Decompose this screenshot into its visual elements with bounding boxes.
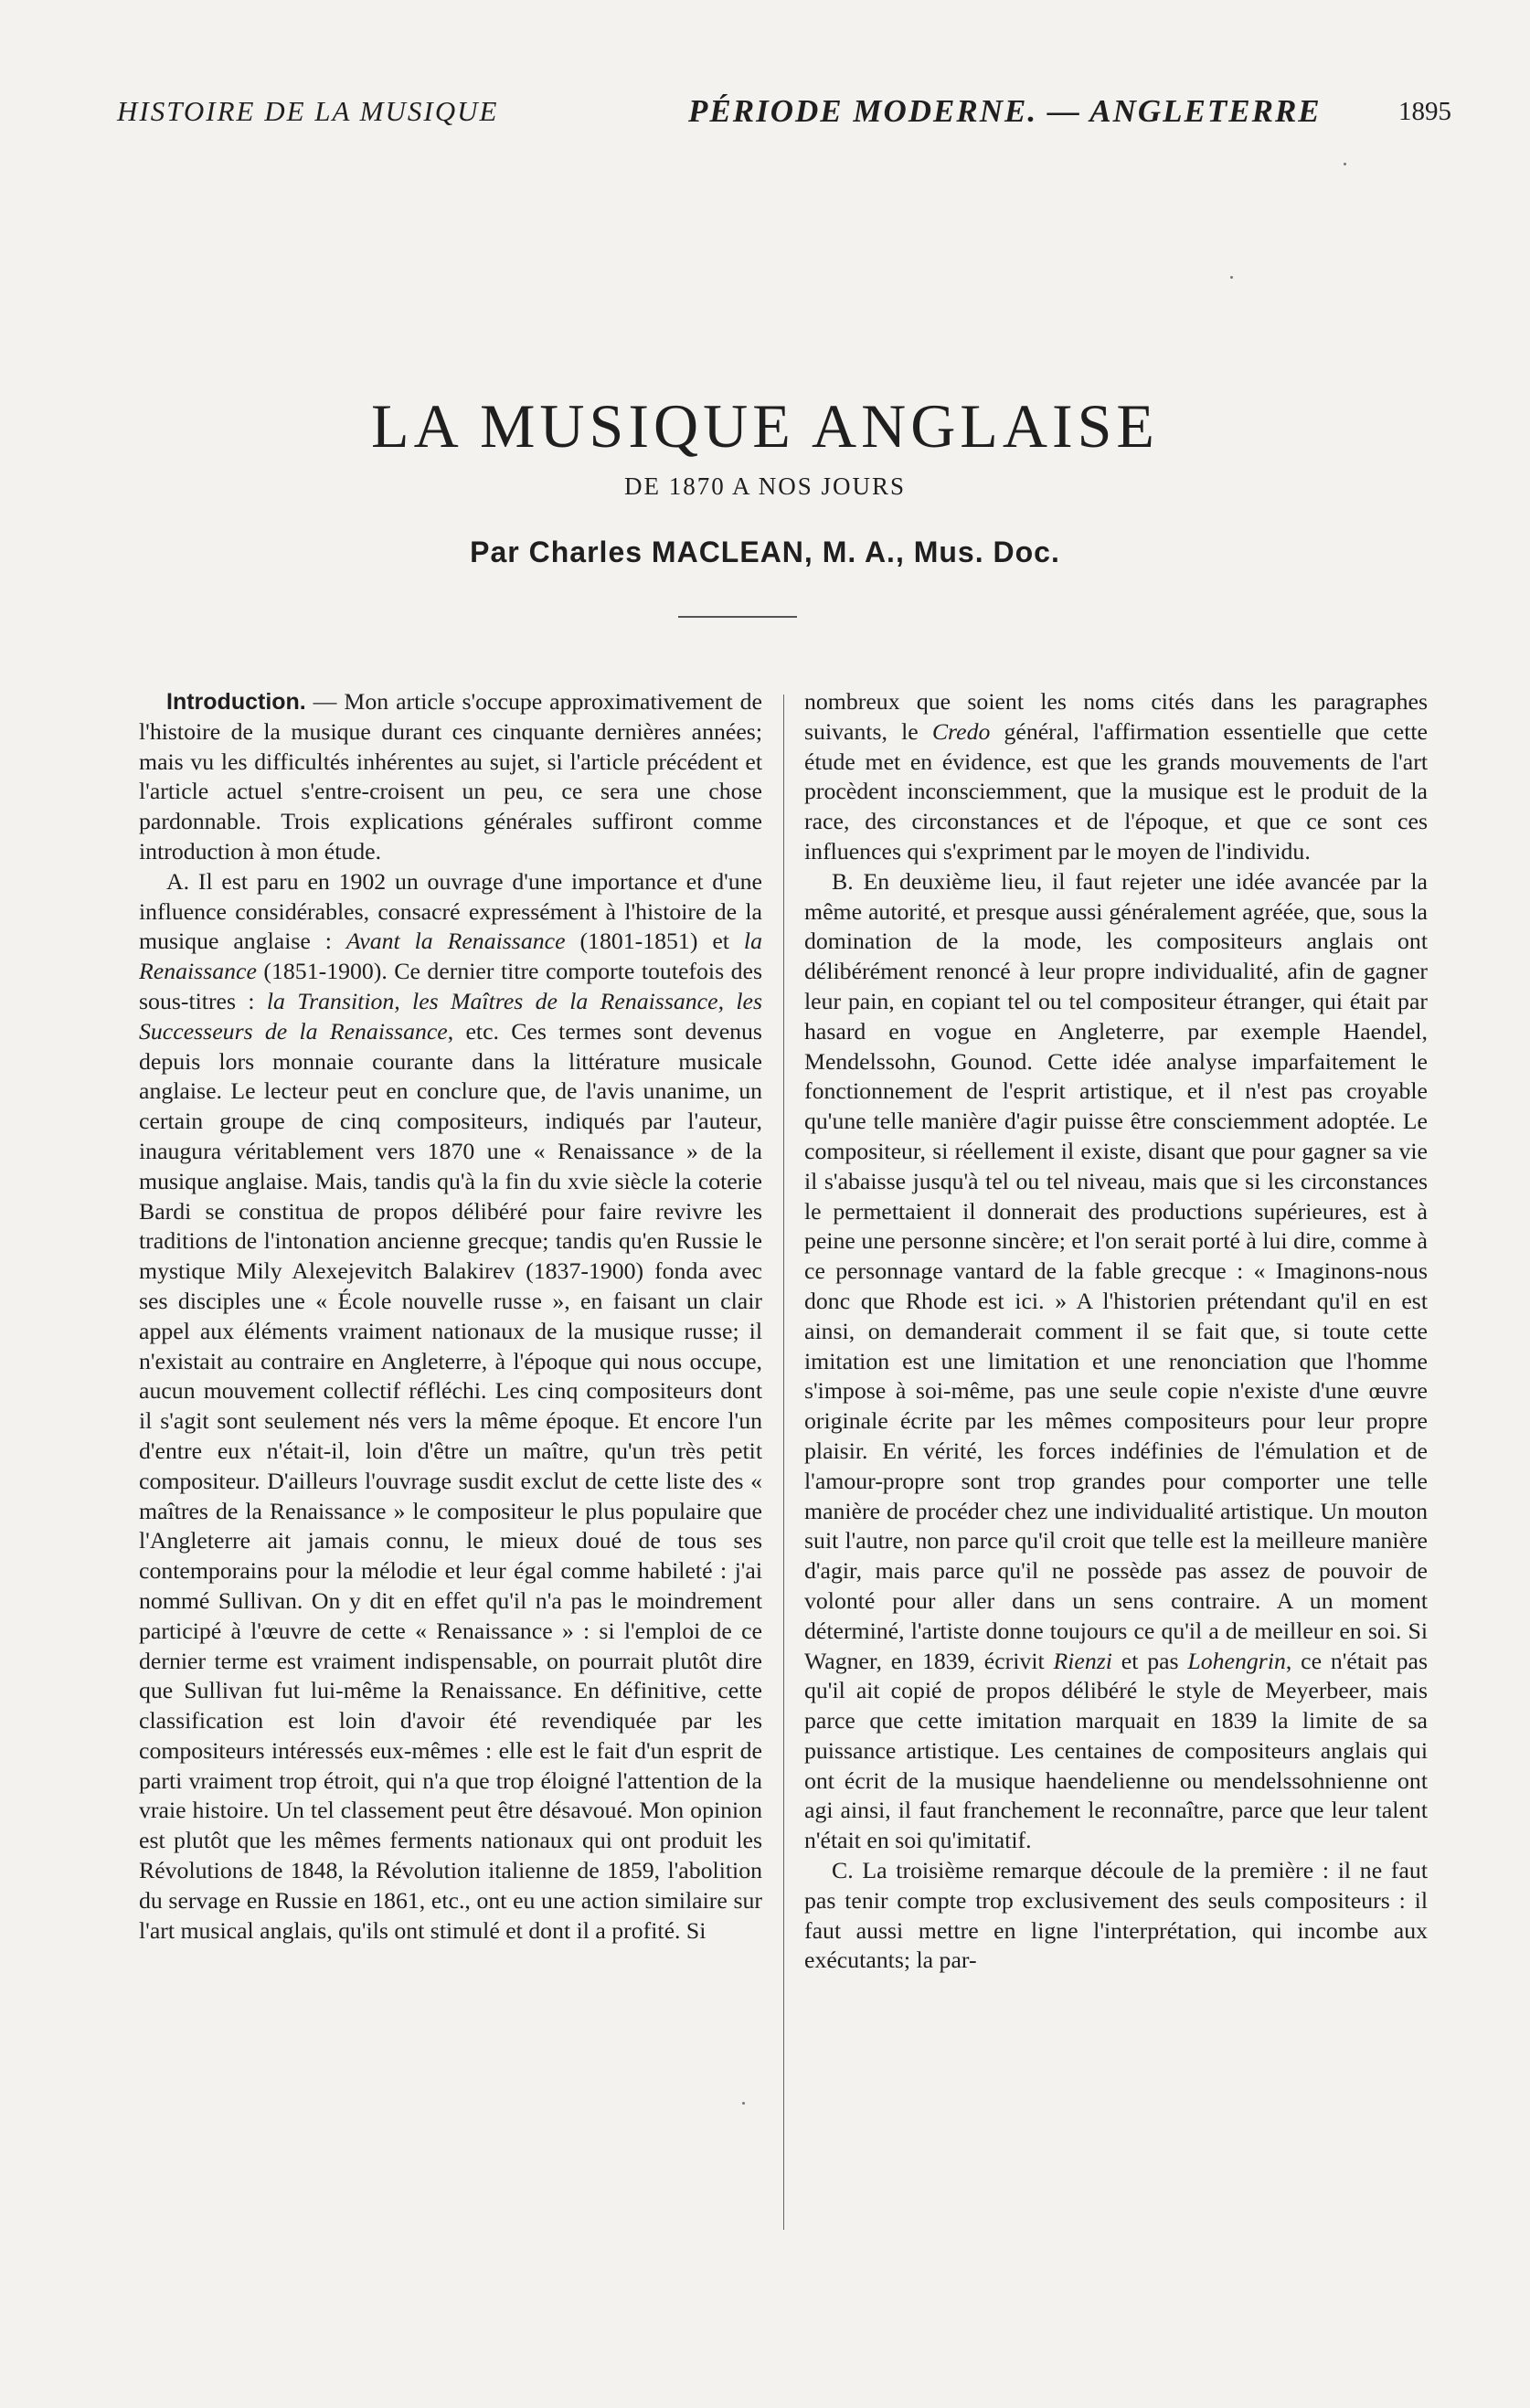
para-b-text: B. En deuxième lieu, il faut rejeter une idée avancée par la même autorité, et presque aussi généralement agréée, que, sous la domination de la mode, les compositeurs anglais ont délibérément renoncé à leur propre individualité, afin de gagner leur pain, en copiant tel ou tel compositeur étranger, qui était par hasard en vogue en Angleterre, par exemple Haendel, Mendelssohn, Gounod. Cette idée analyse imparfaitement le fonctionnement de l'esprit artistique, et il n'est pas croyable qu'une telle manière d'agir puisse être consciemment adoptée. Le compositeur, si réellement il existe, disant que pour gagner sa vie il s'abaisse jusqu'à tel ou tel niveau, mais que si les circonstances le permettaient il donnerait des productions supérieures, est à peine une personne sincère; et l'on serait porté à lui dire, comme à ce personnage vantard de la fable grecque : « Imaginons-nous donc que Rhode est ici. » A l'historien prétendant qu'il en est ainsi, on demanderait comment il se fait que, si toute cette imitation est une limitation et une renonciation que l'homme s'impose à soi-même, pas une seule copie n'existe d'une œuvre originale écrite par les mêmes compositeurs pour leur propre plaisir. En vérité, les forces indéfinies de l'émulation et de l'amour-propre sont trop grandes pour comporter une telle manière de procéder chez une individualité artistique. Un mouton suit l'autre, non parce qu'il croit que telle est la meilleure manière d'agir, mais parce qu'il ne possède pas assez de pouvoir de volonté pour aller dans un sens contraire. A un moment déterminé, l'artiste donne toujours ce qu'il a de meilleur en soi. Si Wagner, en 1839, écrivit bbox=[804, 867, 1428, 1674]
text-column-right bbox=[804, 687, 1428, 2241]
para-text: général, l'affirmation essentielle que cette étude met en évidence, est que les grands mouvements de l'art procèdent inconsciemment, que la musique est le produit de la race, des circonstances et de l'époque, et que ce sont ces influences qui s'expriment par le moyen de l'individu. bbox=[804, 717, 1428, 865]
paragraph-continued bbox=[804, 687, 1428, 867]
book-title-2: la Renaissance bbox=[139, 928, 762, 985]
header-section-title: PÉRIODE MODERNE. — ANGLETERRE bbox=[688, 93, 1322, 129]
article-author: Par Charles MACLEAN, M. A., Mus. Doc. bbox=[470, 536, 1060, 568]
article-title: LA MUSIQUE ANGLAISE bbox=[371, 391, 1159, 461]
para-b-text: et pas bbox=[1111, 1647, 1188, 1674]
para-a-text: , etc. Ces termes sont devenus depuis lors monnaie courante dans la littérature musicale anglaise. Le lecteur peut en conclure que, de l'avis unanime, un certain groupe de cinq compositeurs, indiqués par l'auteur, inaugura véritablement vers 1870 une « Renaissance » de la musique anglaise. Mais, tandis qu'à la fin du xvie siècle la coterie Bardi se constitua de propos délibéré pour faire revivre les traditions de l'intonation ancienne grecque; tandis qu'en Russie le mystique Mily Alexejevitch Balakirev (1837-1900) fonda avec ses disciples une « École nouvelle russe », en faisant un clair appel aux éléments vraiment nationaux de la musique russe; il n'existait au contraire en Angleterre, à l'époque qui nous occupe, aucun mouvement collectif réfléchi. Les cinq compositeurs dont il s'agit sont seulement nés vers la même époque. Et encore l'un d'entre eux n'était-il, loin d'être un maître, qu'un très petit compositeur. D'ailleurs l'ouvrage susdit exclut de cette liste des « maîtres de la Renaissance » le compositeur le plus populaire que l'Angleterre ait jamais connu, le mieux doué de tous ses contemporains pour la mélodie et leur égal comme habileté : j'ai nommé Sullivan. On y dit en effet qu'il n'a pas le moindrement participé à l'œuvre de cette « Renaissance » : si l'emploi de ce dernier terme est vraiment indispensable, on pourrait plutôt dire que Sullivan fut lui-même la Renaissance. En définitive, cette classification est loin d'avoir été revendiquée par les compositeurs intéressés eux-mêmes : elle est le fait d'un esprit de parti vraiment trop étroit, qui n'a que trop éloigné l'attention de la vraie histoire. Un tel classement peut être désavoué. Mon opinion est plutôt que les mêmes ferments nationaux qui ont produit les Révolutions de 1848, la Révolution italienne de 1859, l'abolition du servage en Russie en 1861, etc., ont eu une action similaire sur l'art musical anglais, qu'ils ont stimulé et dont il a profité. Si bbox=[139, 1017, 762, 1944]
para-c-text: C. La troisième remarque découle de la première : il ne faut pas tenir compte trop exclusivement des seuls compositeurs : il faut aussi mettre en ligne l'interprétation, qui incombe aux exécutants; la par- bbox=[804, 1857, 1428, 1974]
book-title-1: Avant la Renaissance bbox=[345, 928, 566, 955]
column-divider bbox=[783, 695, 784, 2230]
text-column-left bbox=[139, 687, 762, 2241]
paragraph-a bbox=[139, 867, 762, 1947]
header-book-title: HISTOIRE DE LA MUSIQUE bbox=[117, 95, 499, 127]
para-b-text: , ce n'était pas qu'il ait copié de propos délibéré le style de Meyerbeer, mais parce que cette imitation marquait en 1839 la limite de sa puissance artistique. Les centaines de compositeurs anglais qui ont écrit de la musique haendelienne ou mendelssohnienne ont agi ainsi, il faut franchement le reconnaître, parce que leur talent n'était en soi qu'imitatif. bbox=[804, 1647, 1428, 1854]
para-a-text: (1801-1851) et bbox=[565, 928, 744, 955]
title-divider bbox=[678, 616, 797, 618]
para-text: nombreux que soient les noms cités dans les paragraphes suivants, le bbox=[804, 688, 1428, 745]
credo-word: Credo bbox=[931, 717, 991, 745]
subtitles-list: la Transition, les Maîtres de la Renaissance, les Successeurs de la Renaissance bbox=[139, 987, 762, 1045]
opera-lohengrin: Lohengrin bbox=[1187, 1647, 1286, 1674]
paragraph-introduction bbox=[139, 687, 762, 867]
intro-text: — Mon article s'occupe approximativement de l'histoire de la musique durant ces cinquante dernières années; mais vu les difficultés inhérentes au sujet, si l'article précédent et l'article actuel s'entre-croisent un peu, ce sera une chose pardonnable. Trois explications générales suffiront comme introduction à mon étude. bbox=[139, 688, 762, 865]
para-a-text: A. Il est paru en 1902 un ouvrage d'une importance et d'une influence considérables, consacré expressément à l'histoire de la musique anglaise : bbox=[139, 867, 762, 955]
para-a-text: (1851-1900). Ce dernier titre comporte toutefois des sous-titres : bbox=[139, 958, 762, 1014]
paragraph-b bbox=[804, 867, 1428, 1856]
print-speck bbox=[1230, 276, 1233, 279]
running-header bbox=[117, 95, 1451, 132]
opera-rienzi: Rienzi bbox=[1053, 1647, 1112, 1674]
print-speck bbox=[1344, 163, 1346, 165]
page-number: 1895 bbox=[1398, 97, 1451, 126]
intro-lead: Introduction. bbox=[166, 689, 306, 715]
paragraph-c bbox=[804, 1856, 1428, 1976]
article-subtitle: DE 1870 A NOS JOURS bbox=[623, 472, 907, 500]
